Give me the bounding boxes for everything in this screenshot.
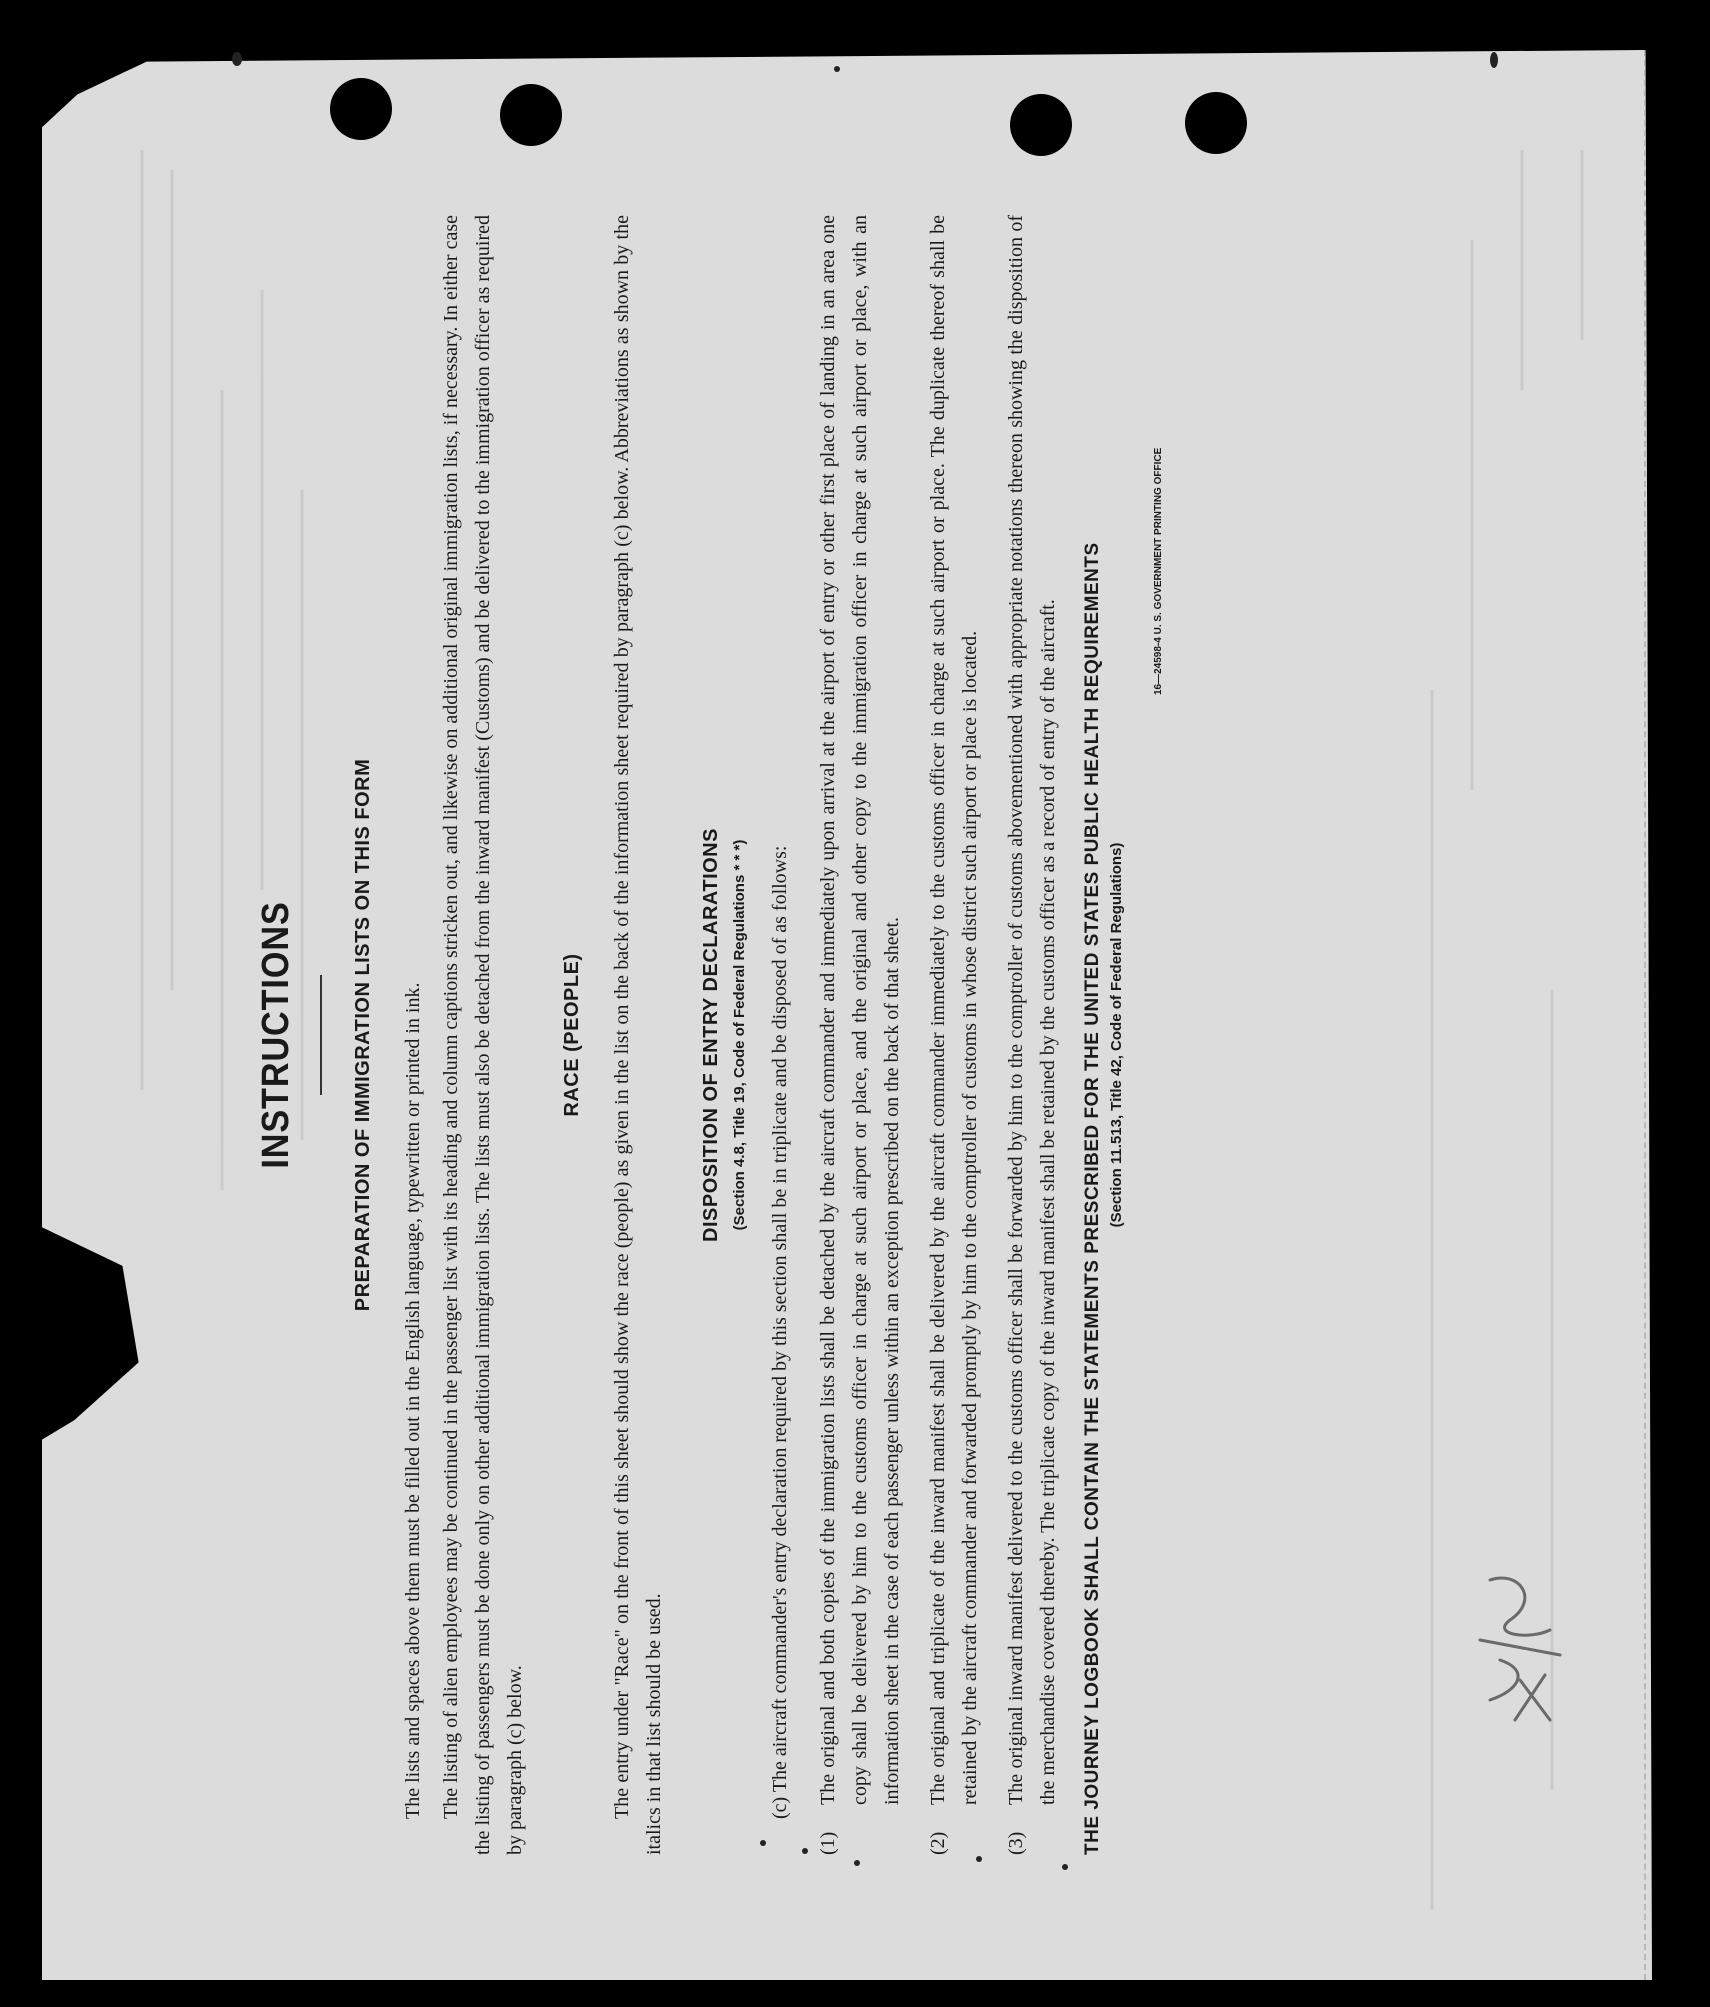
handwritten-mark bbox=[1460, 1560, 1590, 1730]
disposition-item bbox=[812, 215, 908, 1855]
instructions-text-block bbox=[255, 215, 1445, 1855]
speck bbox=[1490, 52, 1498, 68]
punch-hole bbox=[500, 84, 562, 146]
speck bbox=[232, 52, 242, 66]
punch-hole bbox=[1185, 92, 1247, 154]
speck bbox=[976, 1856, 982, 1862]
race-heading: RACE (PEOPLE) bbox=[561, 953, 583, 1117]
preparation-paragraph: The listing of alien employees may be continued in the passenger list with its heading and column captions stricken out, and likewise on additional original immigration lists, if necessary. In either case the listing of passengers must be done only on other additional immigration lists. The lists must also be detached from the inward manifest (Customs) and be delivered to the immigration officer as required by paragraph (c) below. bbox=[440, 215, 526, 1855]
disposition-item bbox=[922, 215, 986, 1855]
speck bbox=[854, 1860, 860, 1866]
item-text: The original and triplicate of the inward manifest shall be delivered by the aircraft commander immediately to the customs officer in charge at such airport or place. The duplicate thereof shall be retained by the aircraft commander and forwarded promptly by him to the comptroller of customs in whose district such airport or place is located. bbox=[927, 215, 981, 1805]
preparation-heading: PREPARATION OF IMMIGRATION LISTS ON THIS FORM bbox=[352, 758, 374, 1312]
item-number: (3) bbox=[1005, 1831, 1027, 1855]
race-paragraph: The entry under "Race" on the front of this sheet should show the race (people) as given in the list on the back of the information sheet required by paragraph (c) below. Abbreviations as shown by the italics in that list should be used. bbox=[611, 215, 665, 1855]
closing-statement: THE JOURNEY LOGBOOK SHALL CONTAIN THE STATEMENTS PRESCRIBED FOR THE UNITED STATES PUBLIC HEALTH REQUIREMENTS bbox=[1082, 542, 1103, 1855]
instructions-title: INSTRUCTIONS bbox=[255, 901, 297, 1169]
printing-office-code: 16—24598-4 U. S. GOVERNMENT PRINTING OFFICE bbox=[1153, 447, 1164, 695]
punch-hole bbox=[330, 78, 392, 140]
item-text: The original inward manifest delivered to the customs officer shall be forwarded by him to the comptroller of customs abovementioned with appropriate notations thereon showing the disposition of the merchandise covered thereby. The triplicate copy of the inward manifest shall be retained by the customs officer as a record of entry of the aircraft. bbox=[1005, 215, 1059, 1805]
disposition-item bbox=[1000, 215, 1064, 1855]
speck bbox=[1062, 1864, 1068, 1870]
disposition-intro: (c) The aircraft commander's entry declaration required by this section shall be in triplicate and be disposed of as follows: bbox=[769, 845, 791, 1819]
preparation-paragraph: The lists and spaces above them must be filled out in the English language, typewritten or printed in ink. bbox=[402, 982, 424, 1819]
speck bbox=[834, 66, 840, 72]
item-number: (1) bbox=[817, 1831, 839, 1855]
title-rule bbox=[320, 975, 322, 1095]
item-number: (2) bbox=[927, 1831, 949, 1855]
perforated-edge bbox=[1644, 50, 1652, 1980]
disposition-citation: (Section 4.8, Title 19, Code of Federal Regulations * * *) bbox=[731, 839, 748, 1231]
item-text: The original and both copies of the immigration lists shall be detached by the aircraft commander and immediately upon arrival at the airport of entry or other first place of landing in an area one copy shall be delivered by him to the customs officer in charge at such airport or place, and the original and other copy to the immigration officer in charge at such airport or place, with an information sheet in the case of each passenger unless within an exception prescribed on the back of that sheet. bbox=[817, 215, 903, 1805]
disposition-heading: DISPOSITION OF ENTRY DECLARATIONS bbox=[700, 828, 722, 1242]
closing-citation: (Section 11.513, Title 42, Code of Federal Regulations) bbox=[1108, 842, 1125, 1228]
punch-hole bbox=[1010, 94, 1072, 156]
